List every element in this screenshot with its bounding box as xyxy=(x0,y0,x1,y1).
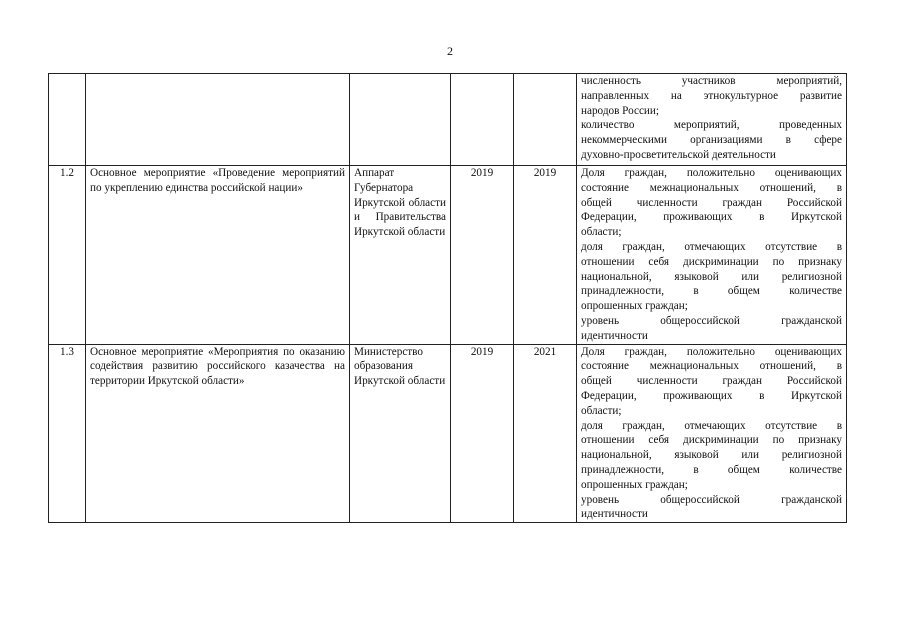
indicator-line: духовно-просветительской деятельности xyxy=(581,148,776,161)
row-number-cell: 1.2 xyxy=(49,166,86,345)
event-name-cell xyxy=(86,74,350,166)
indicator-line: принадлежности, в общем количестве xyxy=(581,285,842,298)
table-row xyxy=(49,74,847,166)
indicator-line: национальной, языковой или религиозной xyxy=(581,270,842,283)
end-year-cell xyxy=(514,74,577,166)
indicator-line: общей численности граждан Российской xyxy=(581,196,842,209)
start-year-cell: 2019 xyxy=(451,166,514,345)
indicator-line: Федерации, проживающих в Иркутской xyxy=(581,389,842,402)
indicator-line: идентичности xyxy=(581,508,648,521)
indicator-line: численность участников мероприятий, xyxy=(581,75,842,87)
event-name-cell: Основное мероприятие «Проведение мероприятий по укреплению единства российской нации» xyxy=(86,166,350,345)
indicator-line: отношении себя дискриминации по признаку xyxy=(581,434,842,447)
start-year-cell xyxy=(451,74,514,166)
indicator-line: уровень общероссийской гражданской xyxy=(581,314,842,327)
indicator-line: доля граждан, отмечающих отсутствие в xyxy=(581,240,842,253)
indicator-line: Федерации, проживающих в Иркутской xyxy=(581,211,842,224)
indicator-line: народов России; xyxy=(581,104,660,117)
indicators-cell xyxy=(577,74,847,166)
indicator-line: некоммерческими организациями в сфере xyxy=(581,134,842,147)
indicator-line: идентичности xyxy=(581,329,648,342)
indicator-line: количество мероприятий, проведенных xyxy=(581,119,842,132)
start-year-cell: 2019 xyxy=(451,344,514,523)
event-name-cell: Основное мероприятие «Мероприятия по оказанию содействия развитию российского казачества на территории Иркутской области» xyxy=(86,344,350,523)
indicator-line: принадлежности, в общем количестве xyxy=(581,463,842,476)
indicator-line: национальной, языковой или религиозной xyxy=(581,449,842,462)
indicator-line: общей численности граждан Российской xyxy=(581,375,842,388)
indicator-line: состояние межнациональных отношений, в xyxy=(581,181,842,194)
end-year-cell: 2021 xyxy=(514,344,577,523)
indicator-line: области; xyxy=(581,226,622,239)
indicator-line: области; xyxy=(581,404,622,417)
table-row xyxy=(49,166,847,345)
row-number-cell xyxy=(49,74,86,166)
indicator-line: отношении себя дискриминации по признаку xyxy=(581,255,842,268)
page-number: 2 xyxy=(447,44,453,58)
end-year-cell: 2019 xyxy=(514,166,577,345)
executor-cell: Министерство образования Иркутской области xyxy=(350,344,451,523)
row-number-cell: 1.3 xyxy=(49,344,86,523)
indicator-line: Доля граждан, положительно оценивающих xyxy=(581,345,842,358)
indicator-line: уровень общероссийской гражданской xyxy=(581,493,842,506)
executor-cell xyxy=(350,74,451,166)
indicator-line: опрошенных граждан; xyxy=(581,300,688,313)
indicator-line: состояние межнациональных отношений, в xyxy=(581,360,842,373)
indicator-line: Доля граждан, положительно оценивающих xyxy=(581,167,842,179)
indicator-line: доля граждан, отмечающих отсутствие в xyxy=(581,419,842,432)
indicators-cell xyxy=(577,344,847,523)
indicator-line: опрошенных граждан; xyxy=(581,478,688,491)
table-row xyxy=(49,344,847,523)
indicator-line: направленных на этнокультурное развитие xyxy=(581,89,842,102)
indicators-cell xyxy=(577,166,847,345)
executor-cell: Аппарат Губернатора Иркутской области и Правительства Иркутской области xyxy=(350,166,451,345)
program-events-table xyxy=(48,73,847,523)
